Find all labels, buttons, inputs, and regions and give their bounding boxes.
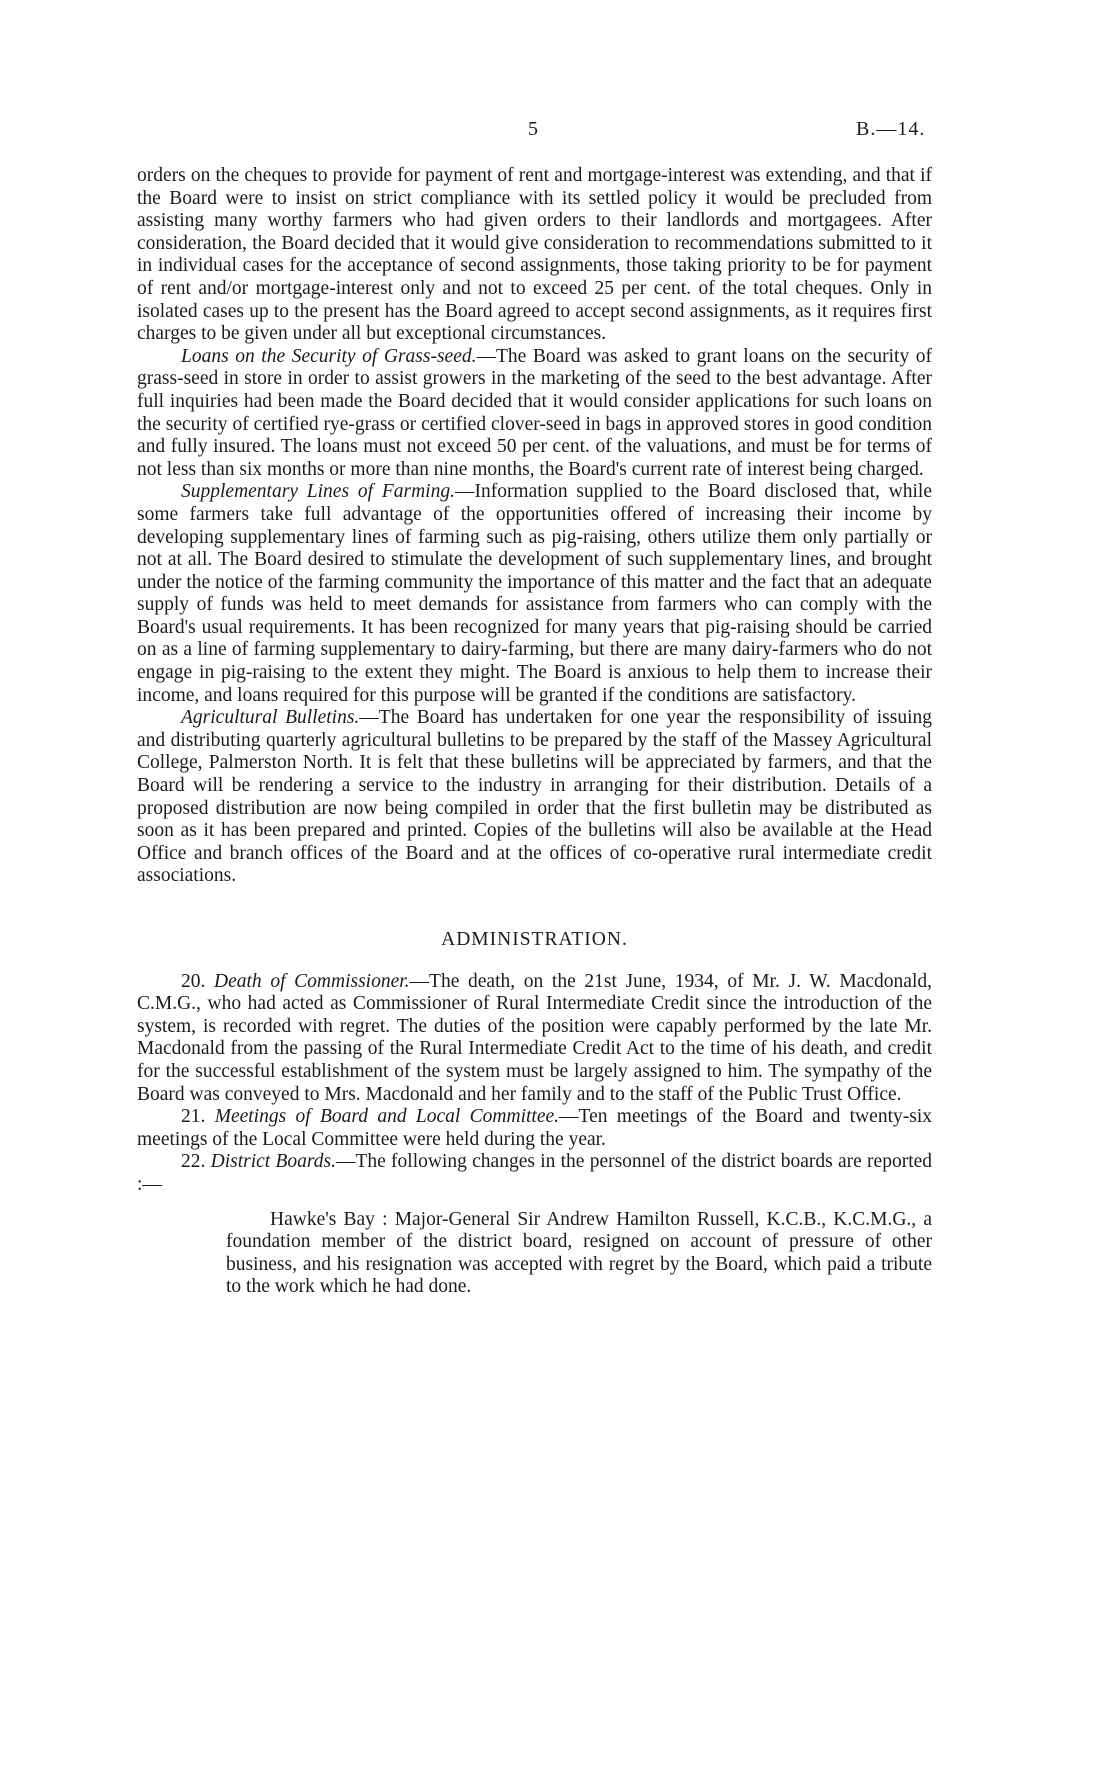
paragraph-heading: Death of Commissioner. — [214, 970, 410, 992]
document-reference: B.—14. — [856, 118, 926, 140]
paragraph-number: 21. — [181, 1106, 206, 1128]
paragraph-district-boards — [137, 1151, 932, 1196]
paragraph-heading: Supplementary Lines of Farming. — [181, 481, 455, 503]
paragraph-number: 22. — [181, 1151, 206, 1173]
paragraph-death-of-commissioner — [137, 971, 932, 1107]
paragraph-text: —The following changes in the personnel of the district boards are reported :— — [137, 1151, 933, 1195]
paragraph-text: —Ten meetings of the Board and twenty-six meetings of the Local Committee were held during the year. — [137, 1106, 933, 1150]
paragraph-heading: Meetings of Board and Local Committee. — [214, 1106, 560, 1128]
paragraph-text: Hawke's Bay : Major-General Sir Andrew Hamilton Russell, K.C.B., K.C.M.G., a foundation member of the district board, resigned on account of pressure of other business, and his resignation was accepted with regret by the Board, which paid a tribute to the work which he had done. — [226, 1208, 932, 1298]
list-item-hawkes-bay — [226, 1209, 932, 1299]
paragraph-number: 20. — [181, 970, 206, 992]
paragraph-text: —The Board was asked to grant loans on the security of grass-seed in store in order to assist growers in the marketing of the seed to the best advantage. After full inquiries had been made the Board decided that it would consider applications for such loans on the security of certified rye-grass or certified clover-seed in bags in approved stores in good condition and fully insured. The loans must not exceed 50 per cent. of the valuations, and must be for terms of not less than six months or more than nine months, the Board's current rate of interest being charged. — [137, 345, 933, 480]
paragraph-text: —Information supplied to the Board disclosed that, while some farmers take full advantage of the opportunities offered of increasing their income by developing supplementary lines of farming such as pig-raising, others utilize them only partially or not at all. The Board desired to stimulate the development of such supplementary lines, and brought under the notice of the farming community the importance of this matter and the fact that an adequate supply of funds was held to meet demands for assistance from farmers who can comply with the Board's usual requirements. It has been recognized for many years that pig-raising should be carried on as a line of farming supplementary to dairy-farming, but there are many dairy-farmers who do not engage in pig-raising to the extent they might. The Board is anxious to help them to increase their income, and loans required for this purpose will be granted if the conditions are satisfactory. — [137, 481, 932, 706]
paragraph-supplementary-farming — [137, 481, 932, 707]
body-text — [137, 165, 932, 1299]
paragraph-heading: District Boards. — [210, 1151, 336, 1173]
page-header — [0, 118, 1114, 146]
paragraph-text: —The death, on the 21st June, 1934, of Mr. J. W. Macdonald, C.M.G., who had acted as Commissioner of Rural Intermediate Credit since the introduction of the system, is recorded with regret. The duties of the position were capably performed by the late Mr. Macdonald from the passing of the Rural Intermediate Credit Act to the time of his death, and credit for the successful establishment of the system must be largely assigned to him. The sympathy of the Board was conveyed to Mrs. Macdonald and her family and to the staff of the Public Trust Office. — [137, 970, 932, 1105]
paragraph-meetings — [137, 1106, 932, 1151]
paragraph-text: orders on the cheques to provide for payment of rent and mortgage-interest was extending, and that if the Board were to insist on strict compliance with its settled policy it would be precluded from assisting many worthy farmers who had given orders to their landlords and mortgagees. After consideration, the Board decided that it would give consideration to recommendations submitted to it in individual cases for the acceptance of second assignments, those taking priority to be for payment of rent and/or mortgage-interest only and not to exceed 25 per cent. of the total cheques. Only in isolated cases up to the present has the Board agreed to accept second assignments, as it requires first charges to be given under all but exceptional circumstances. — [137, 165, 932, 345]
paragraph-text: —The Board has undertaken for one year the responsibility of issuing and distributing quarterly agricultural bulletins to be prepared by the staff of the Massey Agricultural College, Palmerston North. It is felt that these bulletins will be appreciated by farmers, and that the Board will be rendering a service to the industry in arranging for their distribution. Details of a proposed distribution are now being compiled in order that the first bulletin may be distributed as soon as it has been prepared and printed. Copies of the bulletins will also be available at the Head Office and branch offices of the Board and at the offices of co-operative rural intermediate credit associations. — [137, 707, 933, 887]
paragraph-agricultural-bulletins — [137, 707, 932, 888]
paragraph-heading: Agricultural Bulletins. — [181, 707, 360, 729]
page-number: 5 — [528, 118, 538, 140]
paragraph-heading: Loans on the Security of Grass-seed. — [181, 345, 477, 367]
section-title-administration: ADMINISTRATION. — [441, 929, 628, 950]
paragraph-grass-seed-loans — [137, 346, 932, 482]
paragraph-continued — [137, 165, 932, 346]
